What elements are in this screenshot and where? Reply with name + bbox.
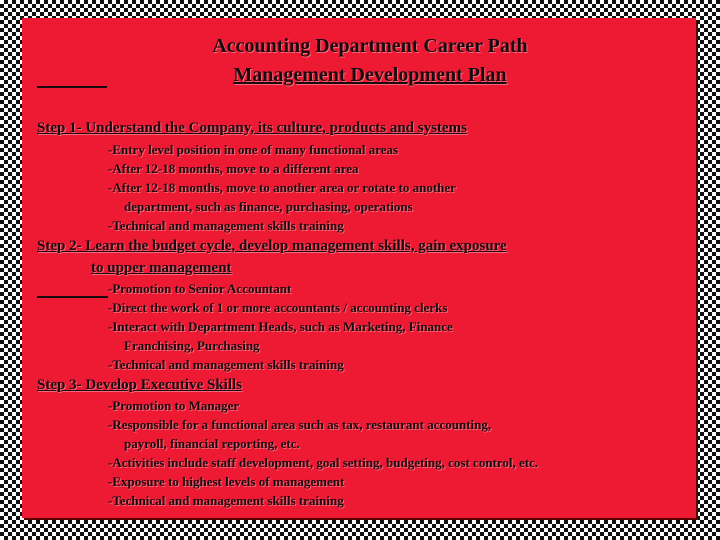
blank-underline <box>37 86 107 88</box>
step-2-item: -Technical and management skills training <box>108 357 344 372</box>
step-3-item: -Exposure to highest levels of management <box>108 474 345 489</box>
blank-underline <box>37 296 108 298</box>
step-1-item: -Entry level position in one of many functional areas <box>108 142 399 157</box>
step-1-item-continuation: department, such as finance, purchasing, operations <box>124 199 413 214</box>
step-2-item: -Promotion to Senior Accountant <box>108 281 292 296</box>
step-3-item-continuation: payroll, financial reporting, etc. <box>124 436 300 451</box>
step-3-item: -Activities include staff development, goal setting, budgeting, cost control, etc. <box>108 455 539 470</box>
step-2-item: -Interact with Department Heads, such as Marketing, Finance <box>108 319 453 334</box>
step-3-item: -Promotion to Manager <box>108 398 240 413</box>
step-1-heading: Step 1- Understand the Company, its culture, products and systems <box>37 120 467 136</box>
step-2-heading: Step 2- Learn the budget cycle, develop management skills, gain exposure <box>37 238 507 254</box>
step-1-item: -Technical and management skills training <box>108 218 344 233</box>
step-1-item: -After 12-18 months, move to another area or rotate to another <box>108 180 456 195</box>
title-line-1: Accounting Department Career Path <box>212 35 528 57</box>
step-3-item: -Technical and management skills training <box>108 493 344 508</box>
step-3-item: -Responsible for a functional area such as tax, restaurant accounting, <box>108 417 492 432</box>
step-3-heading: Step 3- Develop Executive Skills <box>37 377 242 393</box>
step-1-item: -After 12-18 months, move to a different area <box>108 161 359 176</box>
step-2-heading-continuation: to upper management <box>91 260 232 276</box>
step-2-item-continuation: Franchising, Purchasing <box>124 338 260 353</box>
title-line-2: Management Development Plan <box>233 64 507 86</box>
step-2-item: -Direct the work of 1 or more accountants / accounting clerks <box>108 300 448 315</box>
